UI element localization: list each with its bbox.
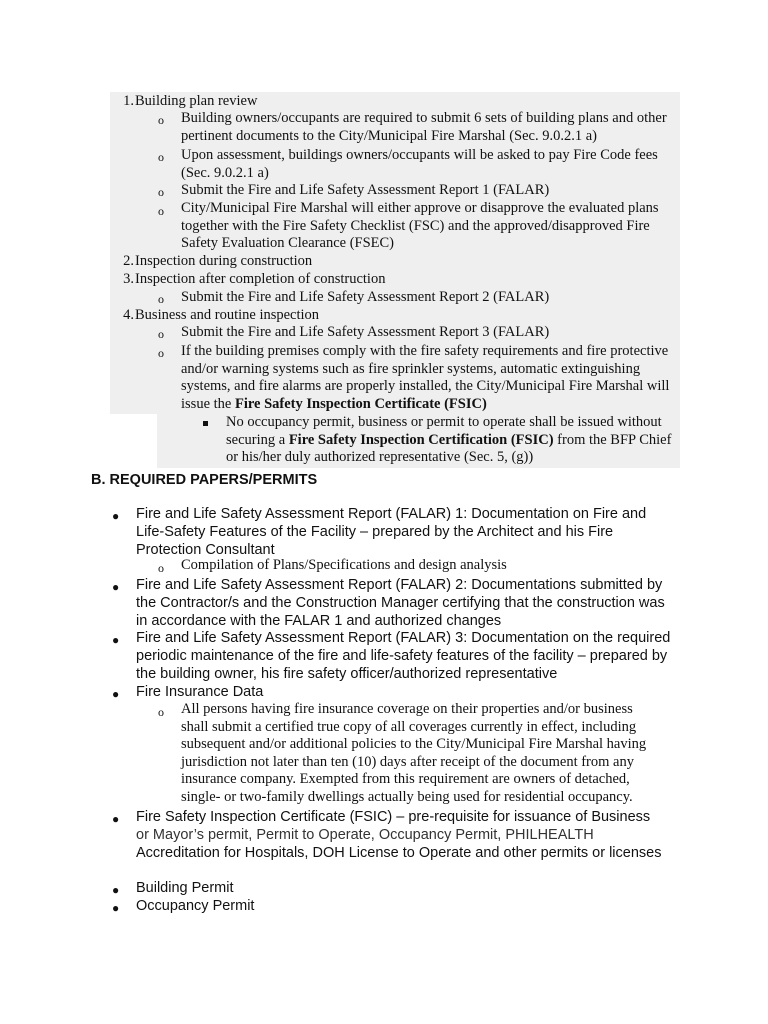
sub-item-compilation: Compilation of Plans/Specifications and design analysis [181, 557, 507, 573]
third-level-item [226, 414, 681, 467]
sub-item-bold: Fire Safety Inspection Certificate (FSIC) [234, 395, 487, 412]
sub-bullet-marker: o [158, 113, 164, 127]
fsic-line-rest: Accreditation for Hospitals, DOH License to Operate and other permits or licenses [136, 845, 662, 861]
list-number: 3. [123, 271, 134, 287]
sub-item-insurance: All persons having fire insurance coverage on their properties and/or business shall submit a certified true copy of all coverages currently in effect, including subsequent and/or additional policies to the City/Municipal Fire Marshal having jurisdiction not later than ten (10) days after receipt of the document from any insurance company. Exempted from this requirement are owners of detached, single- or two-family dwellings actually being used for residential occupancy. [181, 701, 647, 805]
third-level-bold: Fire Safety Inspection Certification (FSIC) [288, 431, 554, 448]
sub-item: City/Municipal Fire Marshal will either approve or disapprove the evaluated plans together with the Fire Safety Checklist (FSC) and the approved/disapproved Fire Safety Evaluation Clearance (FSEC) [181, 200, 659, 252]
square-bullet-marker [203, 421, 208, 426]
sub-bullet-marker: o [158, 185, 164, 199]
sub-bullet-marker: o [158, 292, 164, 306]
list-item-building-plan-review: Building plan review [135, 93, 258, 109]
bullet-item-fsic [136, 808, 676, 862]
bullet-item-falar-3: Fire and Life Safety Assessment Report (FALAR) 3: Documentation on the required periodic maintenance of the fire and life-safety features of the facility – prepared by the building owner, his fire safety officer/authorized representative [136, 630, 671, 682]
sub-item: Submit the Fire and Life Safety Assessment Report 1 (FALAR) [181, 182, 550, 198]
bullet-item-building-permit: Building Permit [136, 880, 234, 896]
list-number: 2. [123, 253, 134, 269]
third-level-text-post: from the BFP Chief or his/her duly authorized representative (Sec. 5, (g)) [226, 431, 672, 466]
bullet-marker: ● [112, 687, 120, 701]
bullet-item-fire-insurance: Fire Insurance Data [136, 684, 264, 700]
fsic-line-2: or Mayor’s permit, Permit to Operate, Occupancy Permit, PHILHEALTH [136, 827, 594, 843]
third-level-text: No occupancy permit, business or permit to operate shall be issued without securing a [226, 414, 662, 448]
sub-item-fsic [181, 343, 681, 413]
bullet-marker: ● [112, 883, 120, 897]
sub-bullet-marker: o [158, 705, 164, 719]
list-item-inspection-during: Inspection during construction [135, 253, 313, 269]
sub-bullet-marker: o [158, 561, 164, 575]
list-number: 4. [123, 307, 134, 323]
list-item-business-routine: Business and routine inspection [135, 307, 320, 323]
bullet-item-occupancy-permit: Occupancy Permit [136, 898, 255, 914]
bullet-marker: ● [112, 509, 120, 523]
fsic-line-1: Fire Safety Inspection Certificate (FSIC) – pre-requisite for issuance of Business [136, 809, 651, 825]
bullet-marker: ● [112, 901, 120, 915]
sub-bullet-marker: o [158, 150, 164, 164]
sub-bullet-marker: o [158, 327, 164, 341]
bullet-item-falar-1: Fire and Life Safety Assessment Report (FALAR) 1: Documentation on Fire and Life-Safety Features of the Facility – prepared by the Architect and his Fire Protection Consultant [136, 506, 647, 558]
sub-bullet-marker: o [158, 204, 164, 218]
sub-item-text: If the building premises comply with the fire safety requirements and fire protective and/or warning systems such as fire sprinkler systems, automatic extinguishing systems, and fire alarms are properly installed, the City/Municipal Fire Marshal will issue the [181, 343, 670, 412]
bullet-item-falar-2: Fire and Life Safety Assessment Report (FALAR) 2: Documentations submitted by the Contractor/s and the Construction Manager certifying that the construction was in accordance with the FALAR 1 and authorized changes [136, 577, 665, 629]
sub-item: Submit the Fire and Life Safety Assessment Report 3 (FALAR) [181, 324, 550, 340]
list-item-inspection-after: Inspection after completion of construction [135, 271, 386, 287]
bullet-marker: ● [112, 580, 120, 594]
bullet-marker: ● [112, 633, 120, 647]
sub-item: Building owners/occupants are required to submit 6 sets of building plans and other pertinent documents to the City/Municipal Fire Marshal (Sec. 9.0.2.1 a) [181, 110, 667, 144]
sub-item: Upon assessment, buildings owners/occupants will be asked to pay Fire Code fees (Sec. 9.0.2.1 a) [181, 147, 658, 181]
list-number: 1. [123, 93, 134, 109]
sub-item: Submit the Fire and Life Safety Assessment Report 2 (FALAR) [181, 289, 550, 305]
bullet-marker: ● [112, 812, 120, 826]
sub-bullet-marker: o [158, 346, 164, 360]
section-b-heading: B. REQUIRED PAPERS/PERMITS [91, 472, 318, 488]
